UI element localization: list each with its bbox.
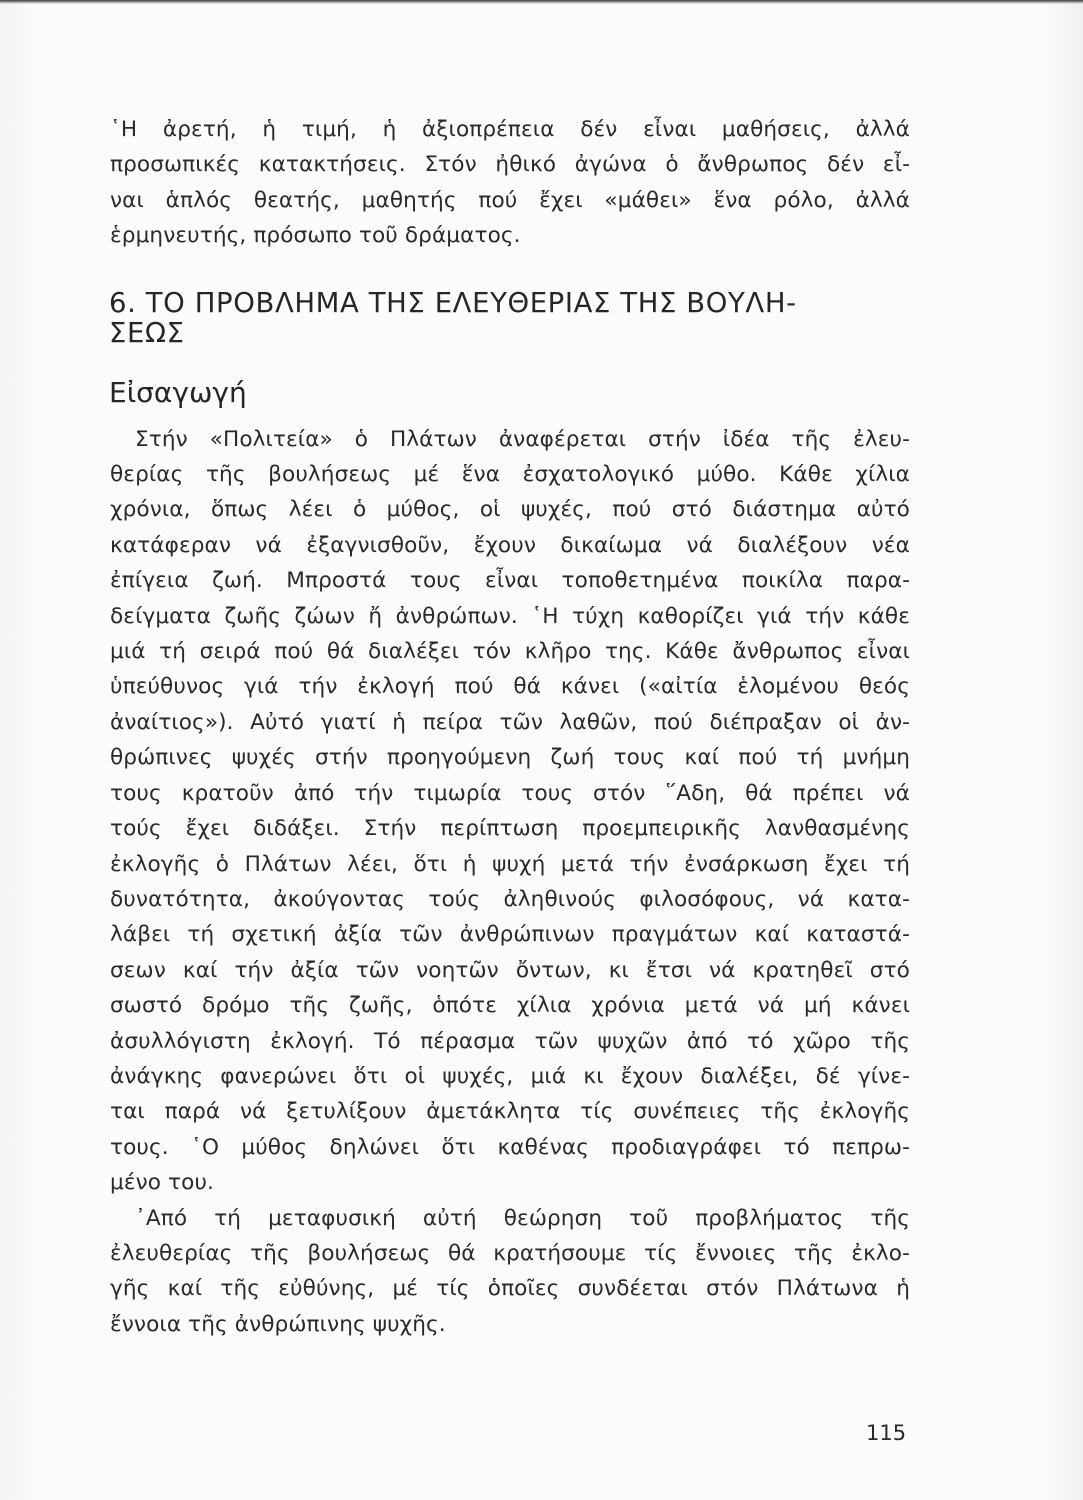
text-line: ἐλευθερίας τῆς βουλήσεως θά κρατήσουμε τίς ἔννοιες τῆς ἐκλο- [110, 1240, 910, 1266]
text-line: γῆς καί τῆς εὐθύνης, μέ τίς ὁποῖες συνδέεται στόν Πλάτωνα ἡ [110, 1276, 910, 1302]
body-paragraph-2 [110, 1201, 910, 1343]
text-line: ἀσυλλόγιστη ἐκλογή. Τό πέρασμα τῶν ψυχῶν ἀπό τό χῶρο τῆς [110, 1028, 910, 1054]
text-line: ἀνάγκης φανερώνει ὅτι οἱ ψυχές, μιά κι ἔχουν διαλέξει, δέ γίνε- [110, 1063, 910, 1089]
text-line: τούς ἔχει διδάξει. Στήν περίπτωση προεμπειρικῆς λανθασμένης [110, 816, 910, 842]
heading-line: 6. ΤΟ ΠΡΟΒΛΗΜΑ ΤΗΣ ΕΛΕΥΘΕΡΙΑΣ ΤΗΣ ΒΟΥΛΗ- [109, 286, 797, 319]
text-line: χρόνια, ὅπως λέει ὁ μύθος, οἱ ψυχές, πού στό διάστημα αὐτό [110, 497, 910, 523]
text-line: ὑπεύθυνος γιά τήν ἐκλογή πού θά κάνει («αἰτία ἑλομένου θεός [110, 674, 910, 700]
text-line: ἀναίτιος»). Αὐτό γιατί ἡ πείρα τῶν λαθῶν, πού διέπραξαν οἱ ἀν- [110, 709, 910, 735]
text-line: ται παρά νά ξετυλίξουν ἀμετάκλητα τίς συνέπειες τῆς ἐκλογῆς [110, 1099, 910, 1125]
heading-line: ΣΕΩΣ [109, 316, 185, 349]
text-line: μιά τή σειρά πού θά διαλέξει τόν κλῆρο της. Κάθε ἄνθρωπος εἶναι [110, 639, 910, 665]
subsection-heading: Εἰσαγωγή [109, 375, 247, 409]
text-line: ναι ἁπλός θεατής, μαθητής πού ἔχει «μάθει» ἕνα ρόλο, ἀλλά [110, 187, 910, 213]
text-line: σωστό δρόμο τῆς ζωῆς, ὁπότε χίλια χρόνια μετά νά μή κάνει [110, 993, 910, 1019]
text-line: σεων καί τήν ἀξία τῶν νοητῶν ὄντων, κι ἔτσι νά κρατηθεῖ στό [110, 957, 910, 983]
text-line: θερίας τῆς βουλήσεως μέ ἕνα ἐσχατολογικό μύθο. Κάθε χίλια [110, 462, 910, 488]
page-number: 115 [866, 1421, 907, 1445]
text-line: ῾Η ἀρετή, ἡ τιμή, ἡ ἀξιοπρέπεια δέν εἶναι μαθήσεις, ἀλλά [110, 117, 910, 142]
text-line: μένο του. [110, 1170, 215, 1196]
text-line: τους. ῾Ο μύθος δηλώνει ὅτι καθένας προδιαγράφει τό πεπρω- [110, 1134, 910, 1160]
text-line: δυνατότητα, ἀκούγοντας τούς ἀληθινούς φιλοσόφους, νά κατα- [110, 886, 910, 912]
section-heading [109, 288, 910, 348]
text-line: προσωπικές κατακτήσεις. Στόν ἠθικό ἀγώνα ὁ ἄνθρωπος δέν εἶ- [110, 152, 910, 178]
page-content [110, 112, 910, 1342]
text-line: ἔννοια τῆς ἀνθρώπινης ψυχῆς. [110, 1311, 446, 1337]
text-line: Στήν «Πολιτεία» ὁ Πλάτων ἀναφέρεται στήν ἰδέα τῆς ἐλευ- [135, 426, 910, 452]
intro-paragraph [110, 112, 910, 254]
page-top-edge [0, 0, 1083, 4]
text-line: τους κρατοῦν ἀπό τήν τιμωρία τους στόν ῞Αδη, θά πρέπει νά [110, 780, 910, 806]
text-line: ἐκλογῆς ὁ Πλάτων λέει, ὅτι ἡ ψυχή μετά τήν ἐνσάρκωση ἔχει τή [110, 851, 910, 877]
text-line: κατάφεραν νά ἐξαγνισθοῦν, ἔχουν δικαίωμα νά διαλέξουν νέα [110, 532, 910, 558]
text-line: ἑρμηνευτής, πρόσωπο τοῦ δράματος. [110, 223, 521, 249]
text-line: ἐπίγεια ζωή. Μπροστά τους εἶναι τοποθετημένα ποικίλα παρα- [110, 568, 910, 594]
body-paragraph-1 [110, 422, 910, 1201]
text-line: ᾿Από τή μεταφυσική αὐτή θεώρηση τοῦ προβλήματος τῆς [135, 1205, 910, 1231]
text-line: λάβει τή σχετική ἀξία τῶν ἀνθρώπινων πραγμάτων καί καταστά- [110, 922, 910, 948]
text-line: δείγματα ζωῆς ζώων ἤ ἀνθρώπων. ῾Η τύχη καθορίζει γιά τήν κάθε [110, 603, 910, 629]
text-line: θρώπινες ψυχές στήν προηγούμενη ζωή τους καί πού τή μνήμη [110, 745, 910, 771]
